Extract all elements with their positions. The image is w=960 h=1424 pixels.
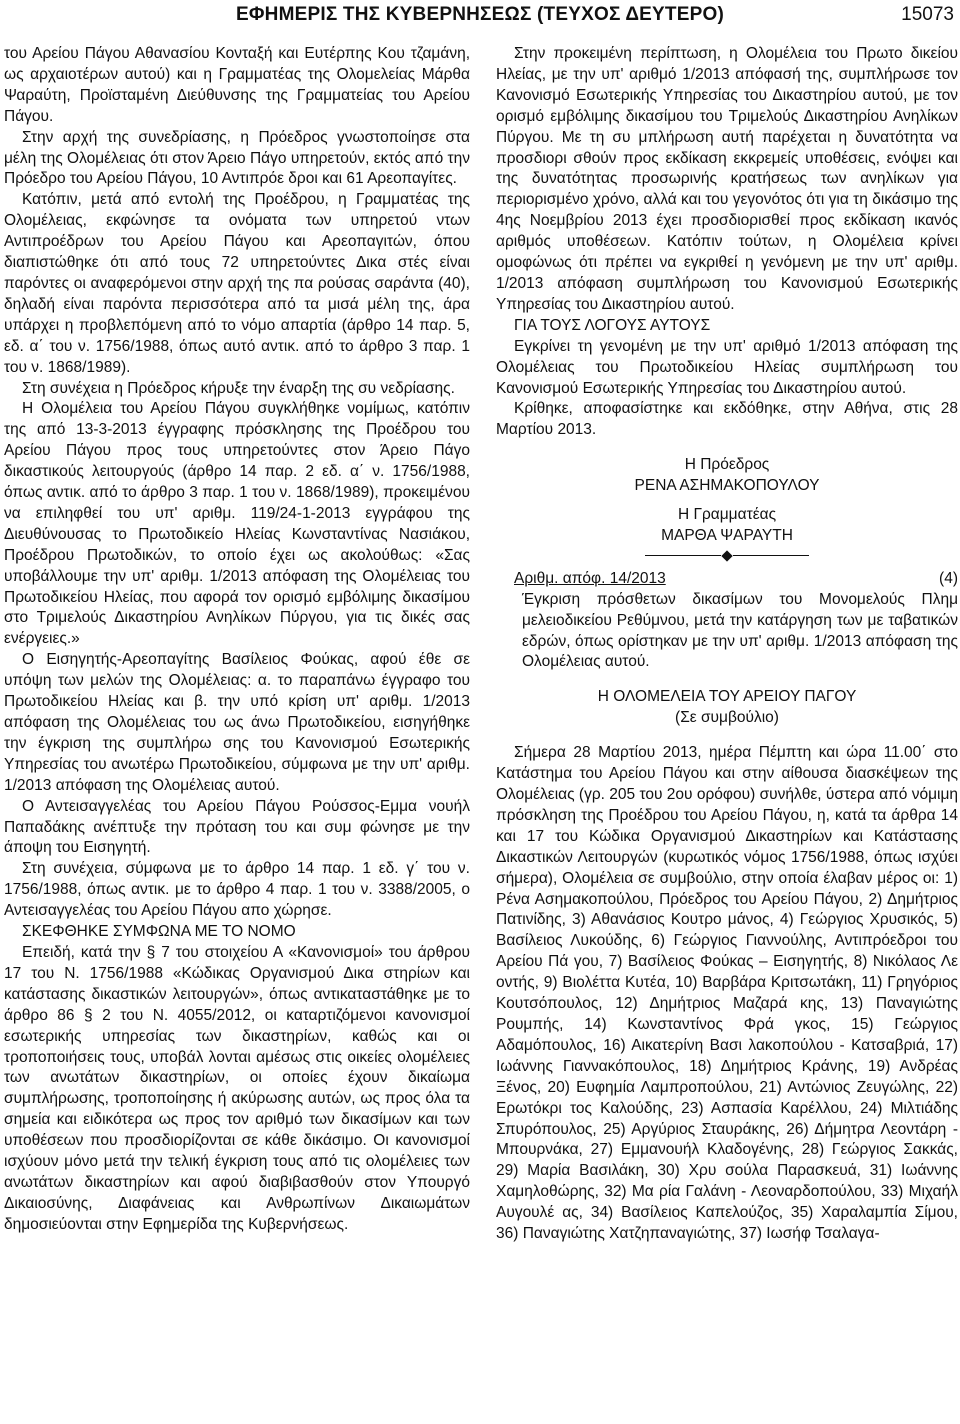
paragraph: Στη συνέχεια, σύμφωνα με το άρθρο 14 παρ. 1 εδ. γ΄ του ν. 1756/1988, όπως αντικ. με το άρθρο 4 παρ. 1 του ν. 3388/2005, ο Αντεισαγγελέας του Αρείου Πάγου απο χώρησε. [4, 860, 470, 920]
paragraph: Σήμερα 28 Μαρτίου 2013, ημέρα Πέμπτη και ώρα 11.00΄ στο Κατάστημα του Αρείου Πάγου και στην αίθουσα διασκέψεων της Ολομέλειας (γρ. 205 του 2ου ορόφου) συνήλθε, ύστερα από νόμιμη πρόσκληση της Προέδρου του Αρείου Πάγου, η, κατά τα άρθρα 14 και 17 του Κώδικα Οργανισμού Δικαστηρίων και Κατάστασης Δικαστικών Λειτουργών (κυρωτικός νόμος 1756/1988, όπως ισχύει σήμερα), Ολομέλεια σε συμβούλιο, στην οποία έλαβαν μέρος οι: 1) Ρένα Ασημακοπούλου, Πρόεδρος του Αρείου Πάγου, 2) Δημήτριος Πατινίδης, 3) Αθανάσιος Κουτρο μάνος, 4) Γεώργιος Χρυσικός, 5) Βασίλειος Λυκούδης, 6) Γεώργιος Γιαννούλης, Αντιπρόεδροι του Αρείου Πά γου, 7) Βασίλειος Φούκας – Εισηγητής, 8) Νικόλαος Λε οντής, 9) Βιολέττα Κυτέα, 10) Βαρβάρα Κριτσωτάκη, 11) Γρηγόριος Κουτσόπουλος, 12) Δημήτριος Μαζαρά κης, 13) Παναγιώτης Ρουμπής, 14) Κωνσταντίνος Φρά γκος, 15) Γεώργιος Αδαμόπουλος, 16) Αικατερίνη Βασι λακοπούλου - Κατσαβριά, 17) Ιωάννης Γιαννακόπουλος, 18) Δημήτριος Κράνης, 19) Ανδρέας Ξένος, 20) Ευφημία Λαμπροπούλου, 21) Αντώνιος Ζευγώλης, 22) Ερωτόκρι τος Καλούδης, 23) Ασπασία Καρέλλου, 24) Μιλτιάδης Σπυρόπουλος, 25) Αργύριος Σταυράκης, 26) Δήμητρα Λεοντάρη - Μπουρνάκα, 27) Εμμανουήλ Κλαδογένης, 28) Γεώργιος Σακκάς, 29) Μαρία Βασιλάκη, 30) Χρυ σούλα Παρασκευά, 31) Ιωάννης Χαμηλοθώρης, 32) Μα ρία Γαλάνη - Λεοναρδοπούλου, 33) Μιχαήλ Αυγουλέ ας, 34) Βασίλειος Καπελούζος, 35) Χαραλαμπία Σίμου, 36) Παναγιώτης Χατζηπαναγιώτης, 37) Ιωσήφ Τσαλαγα- [496, 744, 958, 1243]
paragraph: Εγκρίνει τη γενομένη με την υπ' αριθμό 1/2013 απόφαση της Ολομέλειας του Πρωτοδικείου Ηλείας συμπλήρωση του Κανονισμού Εσωτερικής Υπηρεσίας του Δικαστηρίου αυτού. [496, 337, 958, 397]
paragraph: Η Ολομέλεια του Αρείου Πάγου συγκλήθηκε νομίμως, κατόπιν της από 13-3-2013 έγγραφης πρόσκλησης της Προέδρου του Αρείου Πάγου προς τους υπηρετούντες στον Άρειο Πάγο δικαστικούς λειτουργούς (άρθρο 14 παρ. 2 εδ. α΄ ν. 1756/1988, όπως αντικ. από το άρθρο 3 παρ. 1 του ν. 1868/1989), προκειμένου να επιληφθεί του υπ' αριθμ. 119/24-1-2013 εγγράφου της Διευθύνουσας το Πρωτοδικείο Ηλείας Κωνσταντίνας Νασιάκου, Προέδρου Πρωτοδικών, το οποίο έχει ως ακολούθως: «Σας υποβάλλουμε την υπ' αριθμ. 1/2013 απόφαση της Ολομέλειας του Πρωτοδικείου Ηλείας, που αφορά τον ορισμό εμβόλιμης δικασίμου στο Τριμελούς Δικαστηρίου Ανηλίκων Πύργου, για τις δικές σας ενέργειες.» [4, 400, 470, 648]
paragraph: Επειδή, κατά την § 7 του στοιχείου Α «Κανονισμοί» του άρθρου 17 του Ν. 1756/1988 «Κώδικας Οργανισμού Δικα στηρίων και κατάστασης δικαστικών λειτουργών», όπως αντικαταστάθηκε με το άρθρο 86 § 2 του Ν. 4055/2012, οι καταρτιζόμενοι κανονισμοί εσωτερικής υπηρεσίας των δικαστηρίων, καθώς και οι τροποποιήσεις τους, υποβάλ λονται αμέσως στις οικείες ολομέλειες των ανωτάτων δικαστηρίων, οι οποίες έχουν δικαίωμα συμπλήρωσης, τροποποίησης ή ακύρωσης αυτών, ως προς όλα τα σημεία και ειδικότερα ως προς τον αριθμό των δικασίμων και των υποθέσεων που προσδιορίζονται σε κάθε δικάσιμο. Οι κανονισμοί ισχύουν μόνο μετά την τελική έγκριση τους από τις ολομέλειες των ανωτάτων δικαστηρίων και αφού διαβιβασθούν στον Υπουργό Δικαιοσύνης, Διαφάνειας και Ανθρωπίνων Δικαιωμάτων δημοσιεύονται στην Εφημερίδα της Κυβερνήσεως. [4, 943, 470, 1233]
decision-number: (4) [939, 569, 958, 587]
court-heading: Η ΟΛΟΜΕΛΕΙΑ ΤΟΥ ΑΡΕΙΟΥ ΠΑΓΟΥ [597, 688, 857, 706]
right-column [496, 44, 958, 1245]
section-heading: ΓΙΑ ΤΟΥΣ ΛΟΓΟΥΣ ΑΥΤΟΥΣ [514, 316, 711, 334]
paragraph: Κρίθηκε, αποφασίστηκε και εκδόθηκε, στην Αθήνα, στις 28 Μαρτίου 2013. [496, 400, 958, 439]
paragraph: Ο Αντεισαγγελέας του Αρείου Πάγου Ρούσσος-Εμμα νουήλ Παπαδάκης ανέπτυξε την πρόταση του και συμ φώνησε με την άποψη του Εισηγητή. [4, 797, 470, 857]
paragraph: Στη συνέχεια η Πρόεδρος κήρυξε την έναρξη της συ νεδρίασης. [22, 379, 455, 397]
divider-rule [645, 555, 721, 556]
secretary-role: Η Γραμματέας [677, 506, 777, 524]
section-heading: ΣΚΕΦΘΗΚΕ ΣΥΜΦΩΝΑ ΜΕ ΤΟ ΝΟΜΟ [22, 923, 296, 941]
secretary-name: ΜΑΡΘΑ ΨΑΡΑΥΤΗ [661, 526, 793, 544]
paragraph: Κατόπιν, μετά από εντολή της Προέδρου, η Γραμματέας της Ολομέλειας, εκφώνησε τα ονόματα των υπηρετού ντων Αντιπροέδρων του Αρείου Πάγου και Αρεοπαγιτών, όπου διαπιστώθηκε ότι από τους 72 υπηρετούντες Δικα στές είναι παρόντες οι αναφερόμενοι στην αρχή της πα ρούσας σαράντα (40), δηλαδή είναι παρόντα περισσότερα από τα μισά μέλη της, άρα υπάρχει η προβλεπόμενη από το νόμο απαρτία (άρθρο 14 παρ. 5, εδ. α΄ του ν. 1756/1988, όπως αυτό αντικ. από το άρθρο 3 παρ. 1 του ν. 1868/1989). [4, 191, 470, 376]
decision-line [496, 569, 958, 590]
divider-rule [733, 555, 809, 556]
page-number: 15073 [901, 4, 954, 25]
section-divider [496, 549, 958, 563]
paragraph: Ο Εισηγητής-Αρεοπαγίτης Βασίλειος Φούκας, αφού έθε σε υπόψη των μελών της Ολομέλειας: α. το παραπάνω έγγραφο του Πρωτοδικείου Ηλείας και β. την υπό κρίση υπ' αριθμ. 1/2013 απόφαση της Ολομέλειας του ως άνω Πρωτοδικείου, εισηγήθηκε την έγκριση της συμπλήρω σης του Κανονισμού Εσωτερικής Υπηρεσίας του ανωτέρω Πρωτοδικείου, σύμφωνα με την υπ' αριθμ. 1/2013 απόφαση της Ολομέλειας αυτού. [4, 651, 470, 794]
left-column [4, 44, 470, 1236]
paragraph: του Αρείου Πάγου Αθανασίου Κονταξή και Ευτέρπης Κου τζαμάνη, ως αρχαιοτέρων αυτού) και η Γραμματέας της Ολομελείας Μάρθα Ψαραύτη, Προϊσταμένη Διεύθυνσης της Γραμματείας του Αρείου Πάγου. [4, 45, 470, 125]
decision-ref: Αριθμ. απόφ. 14/2013 [514, 569, 666, 587]
president-role: Η Πρόεδρος [684, 456, 770, 474]
page-header [0, 0, 960, 36]
gazette-title: ΕΦΗΜΕΡΙΣ ΤΗΣ ΚΥΒΕΡΝΗΣΕΩΣ (ΤΕΥΧΟΣ ΔΕΥΤΕΡΟ) [236, 4, 724, 25]
decision-title: Έγκριση πρόσθετων δικασίμων του Μονομελούς Πλημ μελειοδικείου Ρεθύμνου, μετά την κατάργηση των με ταβατικών εδρών, όπως ορίστηκαν με την υπ' αριθμ. 1/2013 απόφαση της Ολομέλειας αυτού. [522, 590, 958, 671]
paragraph: Στην προκειμένη περίπτωση, η Ολομέλεια του Πρωτο δικείου Ηλείας, με την υπ' αριθμό 1/2013 απόφασή της, συμπλήρωσε τον Κανονισμό Εσωτερικής Υπηρεσίας του Δικαστηρίου αυτού, με τον ορισμό εμβόλιμης δικασίμου του Τριμελούς Δικαστηρίου Ανηλίκων Πύργου. Με τη συ μπλήρωση αυτή παρέχεται η δυνατότητα να προσδιορι σθούν προς εκδίκαση εκκρεμείς υποθέσεις, ενόψει και της δυνατότητας προσωρινής κρατήσεως των ανηλίκων για περιορισμένο χρόνο, αλλά και του γεγονότος ότι για τη δικάσιμο της 4ης Νοεμβρίου 2013 έχει προσδιορισθεί προς εκδίκαση ικανός αριθμός υποθέσεων. Κατόπιν τούτων, η Ολομέλεια κρίνει ομοφώνως ότι πρέπει να εγκριθεί η γενόμενη με την υπ' αριθμ. 1/2013 απόφαση συμπλήρωση του Κανονισμού Εσωτερικής Υπηρεσίας του Δικαστηρίου αυτού. [496, 45, 958, 313]
diamond-icon [721, 550, 732, 561]
court-subheading: (Σε συμβούλιο) [675, 709, 779, 727]
president-name: ΡΕΝΑ ΑΣΗΜΑΚΟΠΟΥΛΟΥ [634, 477, 820, 495]
paragraph: Στην αρχή της συνεδρίασης, η Πρόεδρος γνωστοποίησε στα μέλη της Ολομέλειας ότι στον Άρειο Πάγο υπηρετούν, εκτός από την Πρόεδρο του Αρείου Πάγου, 10 Αντιπρόε δροι και 61 Αρεοπαγίτες. [4, 128, 470, 188]
